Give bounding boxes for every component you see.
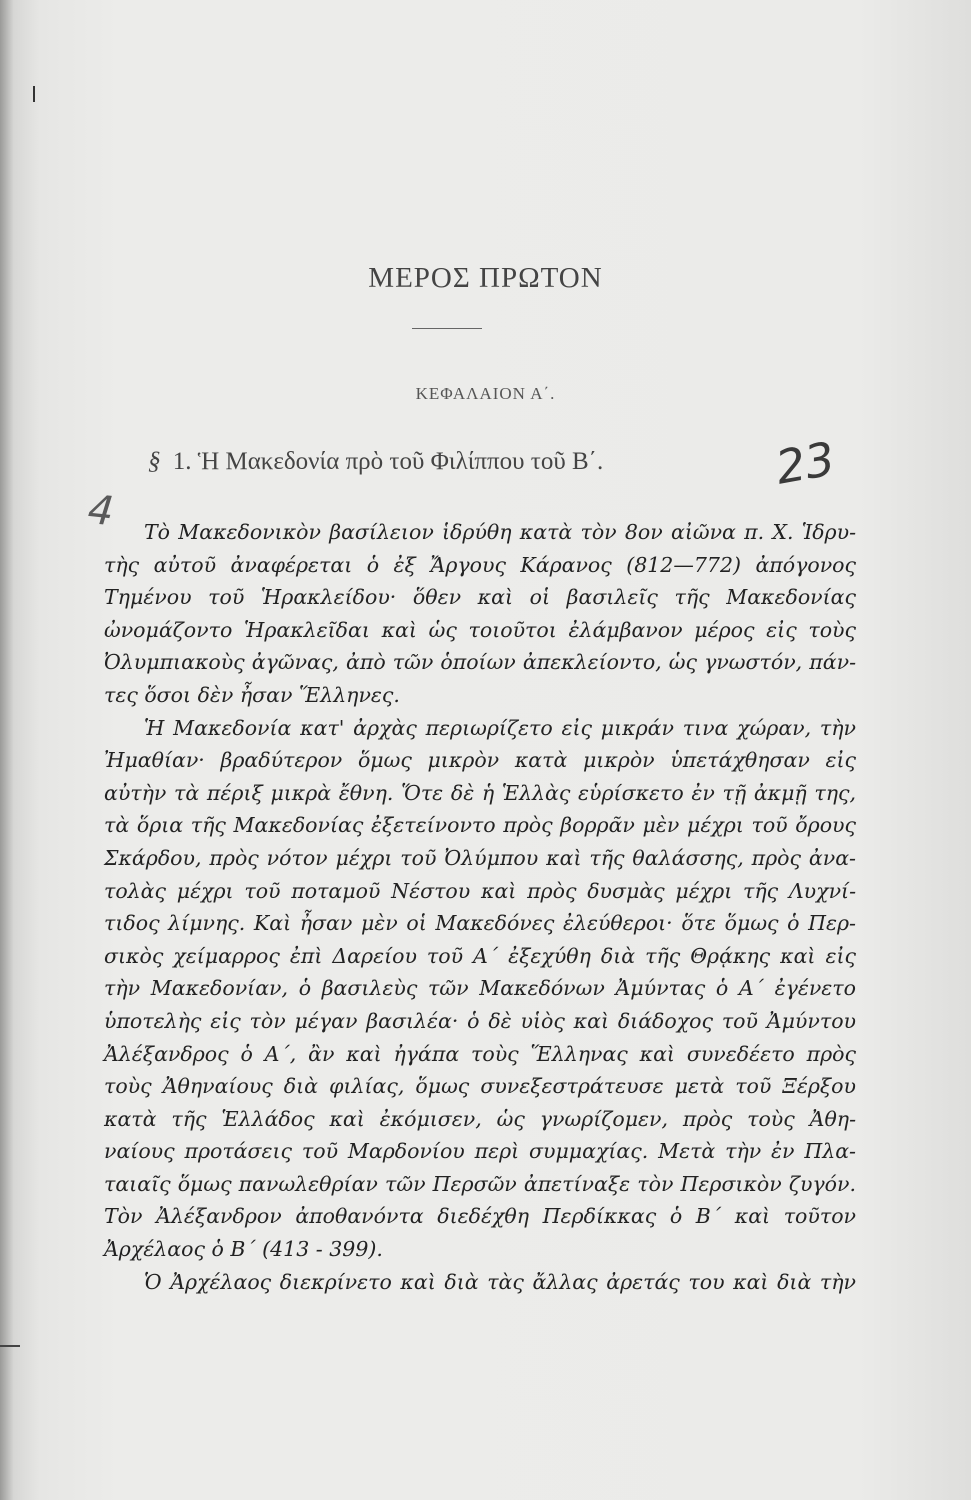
text-line: τὰ ὅρια τῆς Μακεδονίας ἐξετείνοντο πρὸς βορρᾶν μὲν μέχρι τοῦ ὄρους xyxy=(104,813,856,838)
text-line: τες ὅσοι δὲν ἦσαν Ἕλληνες. xyxy=(104,682,400,707)
text-line: Σκάρδου, πρὸς νότον μέχρι τοῦ Ὀλύμπου καὶ τῆς θαλάσσης, πρὸς ἀνα- xyxy=(104,845,856,870)
section-title: 1. Ἡ Μακεδονία πρὸ τοῦ Φιλίππου τοῦ Β΄. xyxy=(172,448,604,475)
text-line: τολὰς μέχρι τοῦ ποταμοῦ Νέστου καὶ πρὸς δυσμὰς μέχρι τῆς Λυχνί- xyxy=(104,878,856,903)
text-line: κατὰ τῆς Ἑλλάδος καὶ ἐκόμισεν, ὡς γνωρίζομεν, πρὸς τοὺς Ἀθη- xyxy=(104,1106,856,1131)
part-title: ΜΕΡΟΣ ΠΡΩΤΟΝ xyxy=(368,262,603,294)
title-divider xyxy=(412,328,482,329)
text-line: Τὸν Ἀλέξανδρον ἀποθανόντα διεδέχθη Περδίκκας ὁ Β΄ καὶ τοῦτον xyxy=(104,1204,856,1229)
text-line: Ἀλέξανδρος ὁ Α΄, ἂν καὶ ἠγάπα τοὺς Ἕλληνας καὶ συνεδέετο πρὸς xyxy=(104,1041,856,1066)
text-line: Ἡ Μακεδονία κατ' ἀρχὰς περιωρίζετο εἰς μικράν τινα χώραν, τὴν xyxy=(144,715,856,740)
text-line: ναίους προτάσεις τοῦ Μαρδονίου περὶ συμμαχίας. Μετὰ τὴν ἐν Πλα- xyxy=(104,1139,856,1164)
text-line: σικὸς χείμαρρος ἐπὶ Δαρείου τοῦ Α΄ ἐξεχύθη διὰ τῆς Θρᾴκης καὶ εἰς xyxy=(104,943,856,968)
chapter-title: ΚΕΦΑΛΑΙΟΝ Α΄. xyxy=(415,384,556,403)
text-line: Ὀλυμπιακοὺς ἀγῶνας, ἀπὸ τῶν ὁποίων ἀπεκλείοντο, ὡς γνωστόν, πάν- xyxy=(104,650,856,675)
page-binding-edge xyxy=(0,0,14,1500)
handwritten-mark: 4 xyxy=(85,486,116,536)
text-line: τοὺς Ἀθηναίους διὰ φιλίας, ὅμως συνεξεστράτευσε μετὰ τοῦ Ξέρξου xyxy=(104,1074,856,1099)
text-line: ὠνομάζοντο Ἡρακλεῖδαι καὶ ὡς τοιοῦτοι ἐλάμβανον μέρος εἰς τοὺς xyxy=(104,617,856,642)
margin-mark xyxy=(33,86,35,102)
text-line: Ὁ Ἀρχέλαος διεκρίνετο καὶ διὰ τὰς ἄλλας ἀρετάς του καὶ διὰ τὴν xyxy=(144,1269,856,1294)
text-line: αὐτὴν τὰ πέριξ μικρὰ ἔθνη. Ὅτε δὲ ἡ Ἑλλὰς εὑρίσκετο ἐν τῇ ἀκμῇ της, xyxy=(104,780,856,805)
text-line: τὴν Μακεδονίαν, ὁ βασιλεὺς τῶν Μακεδόνων Ἀμύντας ὁ Α΄ ἐγένετο xyxy=(104,976,856,1001)
handwritten-page-number: 23 xyxy=(771,431,839,495)
text-line: τὴς αὐτοῦ ἀναφέρεται ὁ ἐξ Ἄργους Κάρανος (812—772) ἀπόγονος xyxy=(104,552,856,577)
paragraph xyxy=(104,712,856,1266)
paragraph xyxy=(104,516,856,712)
section-heading xyxy=(148,448,848,476)
text-line: ταιαῖς ὅμως πανωλεθρίαν τῶν Περσῶν ἀπετίναξε τὸν Περσικὸν ζυγόν. xyxy=(104,1171,856,1196)
text-line: Ἀρχέλαος ὁ Β΄ (413 - 399). xyxy=(104,1237,383,1262)
body-text xyxy=(104,516,856,1298)
text-line: ὑποτελὴς εἰς τὸν μέγαν βασιλέα· ὁ δὲ υἱὸς καὶ διάδοχος τοῦ Ἀμύντου xyxy=(104,1008,856,1033)
section-symbol: § xyxy=(148,448,161,475)
text-line: Ἠμαθίαν· βραδύτερον ὅμως μικρὸν κατὰ μικρὸν ὑπετάχθησαν εἰς xyxy=(104,748,856,773)
text-line: Τημένου τοῦ Ἡρακλείδου· ὅθεν καὶ οἱ βασιλεῖς τῆς Μακεδονίας xyxy=(104,585,856,610)
paragraph xyxy=(104,1266,856,1299)
text-line: τιδος λίμνης. Καὶ ἦσαν μὲν οἱ Μακεδόνες ἐλεύθεροι· ὅτε ὅμως ὁ Περ- xyxy=(104,911,856,936)
text-line: Τὸ Μακεδονικὸν βασίλειον ἱδρύθη κατὰ τὸν 8ον αἰῶνα π. Χ. Ἱδρυ- xyxy=(144,520,856,544)
margin-mark xyxy=(0,1345,20,1347)
